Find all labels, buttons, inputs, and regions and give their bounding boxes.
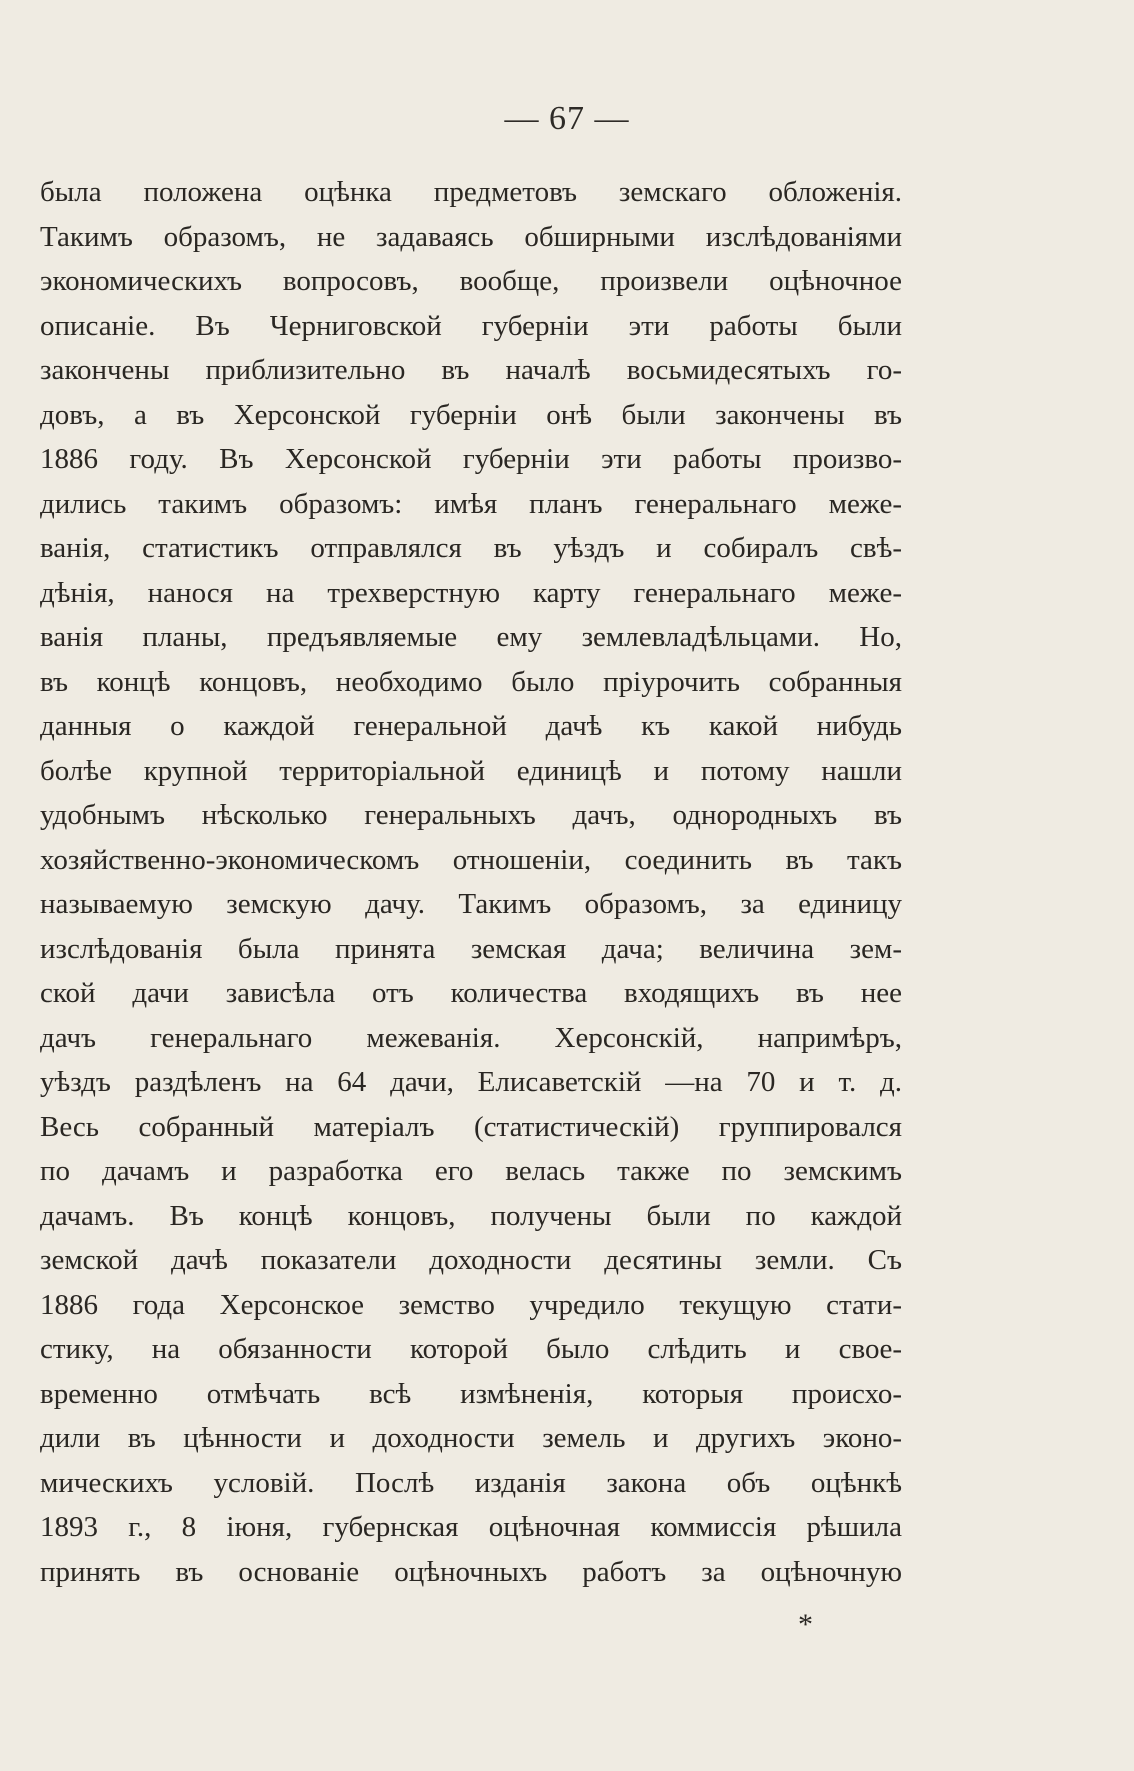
text-line: дили въ цѣнности и доходности земель и другихъ эконо-: [40, 1422, 902, 1454]
text-line: въ концѣ концовъ, необходимо было пріурочить собранныя: [40, 665, 902, 698]
text-line: болѣе крупной территоріальной единицѣ и потому нашли: [40, 754, 902, 787]
text-line: описаніе. Въ Черниговской губерніи эти работы были: [40, 309, 902, 342]
text-line: данныя о каждой генеральной дачѣ къ какой нибудь: [40, 710, 902, 742]
text-line: экономическихъ вопросовъ, вообще, произвели оцѣночное: [40, 265, 902, 297]
text-line: дились такимъ образомъ: имѣя планъ генеральнаго меже-: [40, 487, 902, 520]
text-line: ванія планы, предъявляемые ему землевладѣльцами. Но,: [40, 621, 902, 653]
text-line: 1893 г., 8 іюня, губернская оцѣночная коммиссія рѣшила: [40, 1511, 902, 1543]
text-line: довъ, а въ Херсонской губерніи онѣ были закончены въ: [40, 398, 902, 431]
text-line: называемую земскую дачу. Такимъ образомъ, за единицу: [40, 888, 902, 920]
text-line: изслѣдованія была принята земская дача; величина зем-: [40, 932, 902, 965]
text-line: дачъ генеральнаго межеванія. Херсонскій, напримѣръ,: [40, 1021, 902, 1054]
text-line: Весь собранный матеріалъ (статистическій) группировался: [40, 1110, 902, 1143]
text-line: ской дачи зависѣла отъ количества входящихъ въ нее: [40, 977, 902, 1009]
text-line: земской дачѣ показатели доходности десятины земли. Съ: [40, 1244, 902, 1276]
text-line: уѣздъ раздѣленъ на 64 дачи, Елисаветскій —на 70 и т. д.: [40, 1066, 902, 1098]
text-line: была положена оцѣнка предметовъ земскаго обложенія.: [40, 176, 902, 208]
text-line: хозяйственно-экономическомъ отношеніи, соединить въ такъ: [40, 843, 902, 876]
text-line: дачамъ. Въ концѣ концовъ, получены были по каждой: [40, 1199, 902, 1232]
text-line: 1886 году. Въ Херсонской губерніи эти работы произво-: [40, 443, 902, 475]
text-line: закончены приблизительно въ началѣ восьмидесятыхъ го-: [40, 354, 902, 386]
text-line: 1886 года Херсонское земство учредило текущую стати-: [40, 1288, 902, 1321]
page-number: — 67 —: [504, 100, 630, 137]
text-line: Такимъ образомъ, не задаваясь обширными изслѣдованіями: [40, 220, 902, 253]
body-text: [40, 170, 902, 1594]
text-line: стику, на обязанности которой было слѣдить и своe-: [40, 1333, 902, 1365]
text-line: ванія, статистикъ отправлялся въ уѣздъ и собиралъ свѣ-: [40, 532, 902, 564]
text-line: удобнымъ нѣсколько генеральныхъ дачъ, однородныхъ въ: [40, 799, 902, 831]
signature-mark: *: [798, 1608, 813, 1641]
text-line: по дачамъ и разработка его велась также по земскимъ: [40, 1155, 902, 1187]
text-line: принять въ основаніе оцѣночныхъ работъ за оцѣночную: [40, 1555, 902, 1588]
text-line: мическихъ условій. Послѣ изданія закона объ оцѣнкѣ: [40, 1466, 902, 1499]
text-line: дѣнія, нанося на трехверстную карту генеральнаго меже-: [40, 576, 902, 609]
text-line: временно отмѣчать всѣ измѣненія, которыя происхо-: [40, 1377, 902, 1410]
